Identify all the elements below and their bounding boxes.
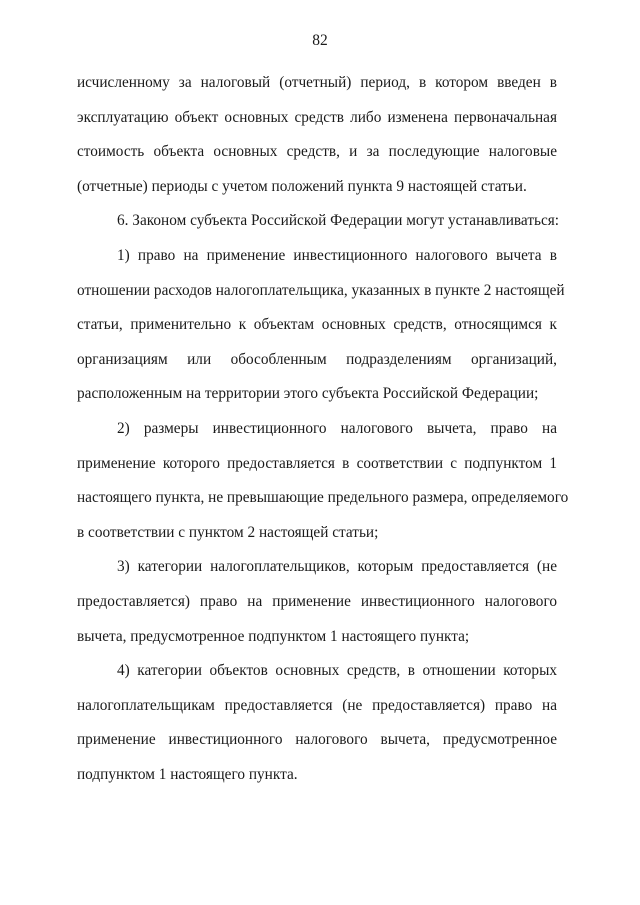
text-line: 4) категории объектов основных средств, в отношении которых — [117, 662, 557, 680]
text-line: организациям или обособленным подразделениям организаций, — [77, 350, 557, 368]
text-line: 1) право на применение инвестиционного налогового вычета в — [117, 246, 557, 264]
text-line: статьи, применительно к объектам основных средств, относящимся к — [77, 316, 557, 334]
text-line: исчисленному за налоговый (отчетный) период, в котором введен в — [77, 74, 557, 91]
text-line: в соответствии с пунктом 2 настоящей статьи; — [77, 523, 379, 541]
text-line: отношении расходов налогоплательщика, указанных в пункте 2 настоящей — [77, 281, 565, 299]
text-line: стоимость объекта основных средств, и за последующие налоговые — [77, 143, 557, 161]
text-line: (отчетные) периоды с учетом положений пункта 9 настоящей статьи. — [77, 177, 527, 195]
text-line: применение которого предоставляется в соответствии с подпунктом 1 — [77, 454, 557, 472]
text-line: 2) размеры инвестиционного налогового вычета, право на — [117, 419, 557, 437]
text-line: 6. Законом субъекта Российской Федерации могут устанавливаться: — [117, 212, 560, 230]
text-line: 3) категории налогоплательщиков, которым предоставляется (не — [117, 558, 557, 576]
text-line: налогоплательщикам предоставляется (не предоставляется) право на — [77, 696, 557, 714]
text-line: вычета, предусмотренное подпунктом 1 настоящего пункта; — [77, 627, 470, 645]
text-line: применение инвестиционного налогового вычета, предусмотренное — [77, 731, 557, 749]
page-number: 82 — [312, 32, 328, 49]
text-line: предоставляется) право на применение инвестиционного налогового — [77, 592, 557, 610]
text-line: настоящего пункта, не превышающие предельного размера, определяемого — [77, 489, 569, 507]
text-line: расположенным на территории этого субъекта Российской Федерации; — [77, 385, 539, 403]
text-line: эксплуатацию объект основных средств либо изменена первоначальная — [77, 108, 557, 126]
text-line: подпунктом 1 настоящего пункта. — [77, 765, 298, 783]
document-body — [77, 66, 569, 792]
